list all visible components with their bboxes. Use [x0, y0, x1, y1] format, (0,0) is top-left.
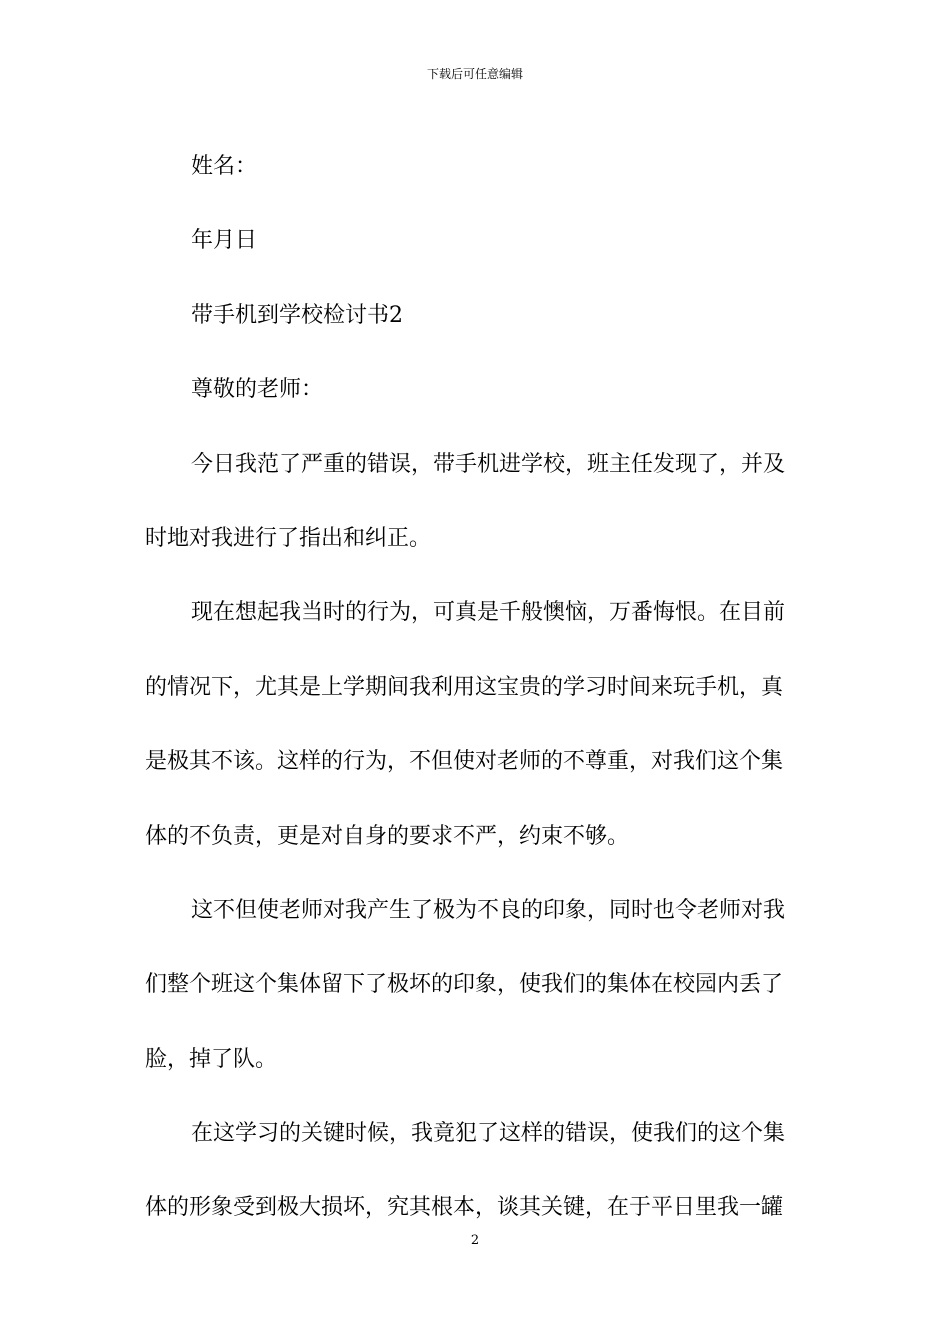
body-line: 是极其不该。这样的行为，不但使对老师的不尊重，对我们这个集: [145, 749, 784, 775]
page-header: 下载后可任意编辑: [426, 67, 523, 81]
body-line: 这不但使老师对我产生了极为不良的印象，同时也令老师对我: [191, 897, 786, 923]
document-body: [145, 130, 810, 1246]
body-line: 带手机到学校检讨书2: [191, 302, 403, 328]
body-line: 们整个班这个集体留下了极坏的印象，使我们的集体在校园内丢了: [145, 972, 784, 998]
body-line: 时地对我进行了指出和纠正。: [145, 525, 432, 551]
body-line: 在这学习的关键时候，我竟犯了这样的错误，使我们的这个集: [191, 1121, 786, 1147]
body-line: 体的形象受到极大损坏，究其根本，谈其关键，在于平日里我一罐: [145, 1195, 784, 1221]
body-line: 的情况下，尤其是上学期间我利用这宝贵的学习时间来玩手机，真: [145, 674, 784, 700]
body-line: 年月日: [191, 228, 258, 254]
body-line: 现在想起我当时的行为，可真是千般懊恼，万番悔恨。在目前: [191, 600, 786, 626]
body-line: 脸，掉了队。: [145, 1046, 278, 1072]
page-number: 2: [470, 1233, 480, 1248]
body-line: 尊敬的老师：: [191, 377, 324, 403]
body-line: 体的不负责，更是对自身的要求不严，约束不够。: [145, 823, 630, 849]
body-line: 今日我范了严重的错误，带手机进学校，班主任发现了，并及: [191, 451, 786, 477]
body-line: 姓名：: [191, 154, 258, 179]
